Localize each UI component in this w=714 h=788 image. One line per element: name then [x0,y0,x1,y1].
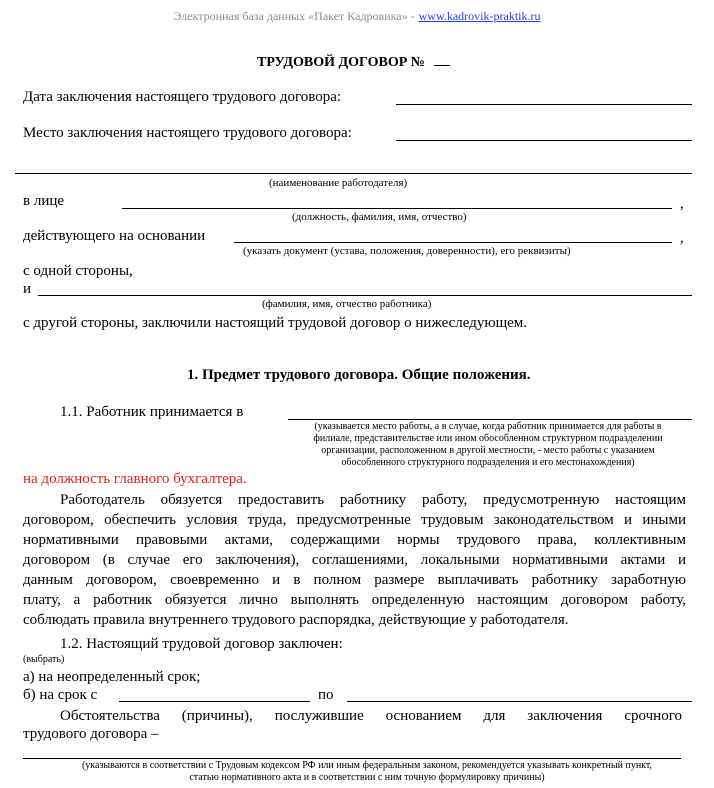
workplace-field[interactable] [288,419,692,420]
employer-field[interactable] [15,173,692,174]
clause-1-1-label: 1.1. Работник принимается в [60,404,244,420]
acting-basis-label: действующего на основании [23,228,206,244]
workplace-hint-line: организации, расположенном в другой местности, - место работы с указанием [321,445,655,456]
law-hint-line: (указываются в соответствии с Трудовым кодексом РФ или иным федеральным законом, рекомендуется указывать конкретный пункт, [81,760,653,771]
contract-number-blank[interactable] [434,53,450,66]
date-label: Дата заключения настоящего трудового договора: [23,89,342,105]
date-field[interactable] [396,104,692,105]
document-title [257,53,450,71]
paragraph-line: плату, а работник обязуется лично выполнять определенную настоящим договором работу, [23,592,686,608]
circumstances-field[interactable] [23,758,681,759]
section-1-heading: 1. Предмет трудового договора. Общие положения. [187,367,531,383]
and-label: и [23,281,32,297]
workplace-hint-line: обособленного структурного подразделения и его местонахождения) [341,457,635,468]
place-field[interactable] [396,140,692,141]
circumstances-line-2: трудового договора – [23,726,159,742]
paragraph-line: нормативными правовыми актами, содержащими нормы трудового права, коллективным [23,532,686,548]
term-to-label: по [318,687,334,703]
paragraph-line: договором (в случае его заключения), соглашениями, локальными нормативными актами и [23,552,686,568]
option-a[interactable]: а) на неопределенный срок; [23,669,201,685]
comma-1: , [680,196,684,212]
employee-field[interactable] [38,295,692,296]
header-text: Электронная база данных «Пакет Кадровика» - [173,9,415,23]
place-label: Место заключения настоящего трудового договора: [23,125,352,141]
option-b[interactable]: б) на срок с [23,687,98,703]
position-hint: (должность, фамилия, имя, отчество) [292,211,467,223]
v-lice-label: в лице [23,193,65,209]
paragraph-line: Работодатель обязуется предоставить работнику работу, предусмотренную настоящим [60,492,686,508]
law-hint-line: статью нормативного акта и в соответствии с ним точную формулировку причины) [189,772,545,783]
clause-1-2-label: 1.2. Настоящий трудовой договор заключен: [60,636,343,652]
term-end-field[interactable] [347,701,692,702]
position-text: на должность главного бухгалтера. [23,471,247,487]
other-side-text: с другой стороны, заключили настоящий трудовой договор о нижеследующем. [23,315,528,331]
choose-hint: (выбрать) [23,654,65,665]
paragraph-line: договором, обеспечить условия труда, предусмотренные трудовым законодательством и иными [23,512,686,528]
paragraph-line: соблюдать правила внутреннего трудового распорядка, действующие у работодателя. [23,612,569,628]
workplace-hint-line: (указывается место работы, а в случае, когда работник принимается для работы в [314,421,662,432]
workplace-hint-line: филиале, представительстве или ином обособленном структурном подразделении [313,433,663,444]
employer-hint: (наименование работодателя) [269,177,408,189]
one-side-label: с одной стороны, [23,263,133,279]
page-header [0,7,714,25]
paragraph-line: данным договором, своевременно и в полном размере выплачивать работнику заработную [23,572,686,588]
law-hint [40,760,694,784]
workplace-hint [293,421,683,469]
comma-2: , [680,230,684,246]
document-title-text: ТРУДОВОЙ ДОГОВОР № [257,55,425,70]
obligations-paragraph [23,490,686,630]
representative-field[interactable] [122,208,672,209]
document-hint: (указать документ (устава, положения, доверенности), его реквизиты) [243,245,571,257]
employee-hint: (фамилия, имя, отчество работника) [262,298,432,310]
circumstances-line-1: Обстоятельства (причины), послужившие основанием для заключения срочного [60,708,682,724]
basis-document-field[interactable] [234,242,672,243]
term-start-field[interactable] [119,701,310,702]
header-link[interactable]: www.kadrovik-praktik.ru [418,9,541,23]
